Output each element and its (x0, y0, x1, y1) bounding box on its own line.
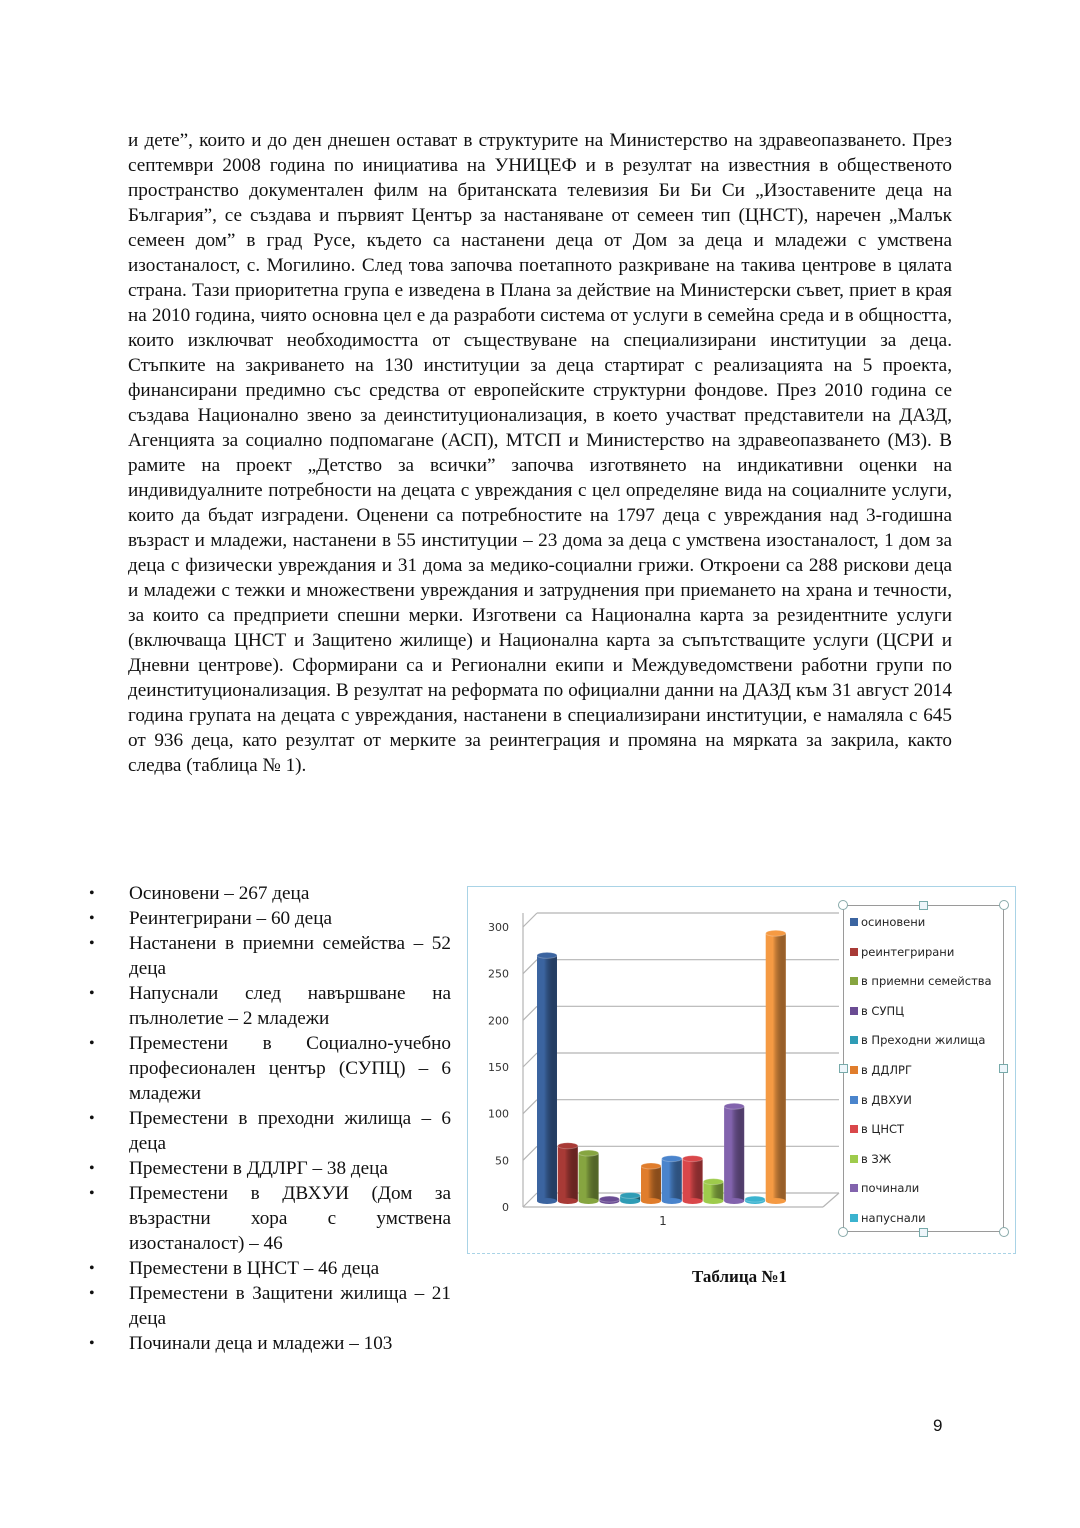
legend-item[interactable] (850, 945, 954, 959)
legend-resize-handle[interactable] (838, 1227, 848, 1237)
chart-bar (662, 1156, 682, 1204)
legend-resize-handle[interactable] (999, 900, 1009, 910)
y-axis (488, 921, 509, 1214)
legend-item[interactable] (850, 1004, 904, 1018)
bullet-icon: • (89, 910, 95, 927)
list-item: • Преместени в Социално-учебно професионален център (СУПЦ) – 6 младежи (89, 1033, 451, 1104)
legend-item[interactable] (850, 1033, 985, 1047)
legend-item[interactable] (850, 1063, 912, 1077)
chart-bars (537, 930, 786, 1204)
chart-bar (620, 1192, 640, 1204)
legend-label: напуснали (861, 1211, 926, 1225)
legend-swatch-icon (850, 1007, 858, 1015)
svg-text:150: 150 (488, 1061, 509, 1074)
legend-item[interactable] (850, 1181, 919, 1195)
bullet-icon: • (89, 1260, 95, 1277)
legend-resize-handle[interactable] (919, 901, 928, 910)
list-item: • Починали деца и младежи – 103 (89, 1333, 393, 1354)
legend-item[interactable] (850, 974, 992, 988)
legend-resize-handle[interactable] (999, 1227, 1009, 1237)
legend-label: в ЗЖ (861, 1151, 892, 1166)
svg-text:200: 200 (488, 1014, 509, 1028)
chart-bar (558, 1143, 578, 1204)
list-item: • Преместени в ДВХУИ (Дом за възрастни хора с умствена изостаналост) – 46 (89, 1183, 451, 1254)
list-item: • Настанени в приемни семейства – 52 деца (89, 933, 451, 979)
legend-label: в ЦНСТ (861, 1122, 905, 1137)
bullet-icon: • (89, 1110, 95, 1127)
page-number: 9 (933, 1416, 943, 1435)
legend-resize-handle[interactable] (838, 900, 848, 910)
chart-bar (537, 952, 557, 1204)
legend-swatch-icon (850, 918, 858, 926)
table-caption: Таблица №1 (692, 1267, 787, 1286)
legend-label: реинтегрирани (861, 944, 955, 959)
svg-text:300: 300 (488, 921, 509, 934)
chart-bar (641, 1163, 661, 1204)
body-paragraph: и дете”, които и до ден днешен остават в структурите на Министерство на здравеопазването. През септември 2008 година по инициатива на УНИЦЕФ и в резултат на известния в общественото пространство документален филм на британската телевизия Би Би Си „Изоставените деца на България”, се създава и първият Център за настаняване от семеен тип (ЦНСТ), наречен „Малък семеен дом” в град Русе, където са настанени деца от Дом за деца и младежи с умствена изостаналост, с. Могилино. След това започва поетапното разкриване на такива центрове в цялата страна. Тази приоритетна група е изведена в Плана за действие на Министерски съвет, приет в края на 2010 година, чиято основна цел е да разработи система от услуги в семейна среда и в общността, които изключват необходимостта от съществуване на специализирани институции за деца. Стъпките на закриването на 130 институции за деца стартират с реализацията на 5 проекта, финансирани предимно със средства от европейските структурни фондове. През 2010 година се създава Национално звено за деинституционализация, в което участват представители на ДАЗД, Агенцията за социално подпомагане (АСП), МТСП и Министерство на здравеопазването (МЗ). В рамите на проект „Детство за всички” започва изготвянето на индикативни оценки на индивидуалните потребности на децата с увреждания с цел определяне вида на социалните услуги, които да бъдат изградени. Оценени са потребностите на 1797 деца с увреждания над 3-годишна възраст и младежи, настанени в 55 институции – 23 дома за деца с умствена изостаналост, 1 дом за деца с физически увреждания и 31 дома за медико-социални грижи. Откроени са 288 рискови деца и младежи с тежки и множествени увреждания и затруднения при приемането на храна и течности, за които са предприети спешни мерки. Изготвени са Национална карта за резидентните услуги (включваща ЦНСТ и Защитено жилище) и Национална карта за съпътстващите услуги (ЦСРИ и Дневни центрове). Сформирани са и Регионални екипи и Междуведомствени работни групи по деинституционализация. В резултат на реформата по официални данни на ДАЗД към 31 август 2014 година групата на децата с увреждания, настанени в специализирани институции, е намаляла с 645 от 936 деца, като резултат от мерките за реинтеграция и промяна на мярката за закрила, както следва (таблица № 1). (128, 130, 952, 776)
bullet-icon: • (89, 885, 95, 902)
legend-swatch-icon (850, 977, 858, 985)
svg-text:250: 250 (488, 967, 509, 981)
legend-swatch-icon (850, 1066, 858, 1074)
list-item: • Преместени в ДДЛРГ – 38 деца (89, 1158, 388, 1179)
list-item: • Осиновени – 267 деца (89, 883, 310, 904)
svg-text:0: 0 (502, 1201, 509, 1214)
legend-label: в ДВХУИ (861, 1092, 912, 1107)
bullet-icon: • (89, 1285, 95, 1302)
x-axis-category-label: 1 (659, 1214, 667, 1228)
svg-text:50: 50 (495, 1154, 509, 1168)
legend-swatch-icon (850, 1096, 858, 1104)
bar-chart-3d[interactable] (467, 886, 847, 1254)
legend-resize-handle[interactable] (839, 1064, 848, 1073)
outcomes-bullet-list (86, 881, 451, 1356)
chart-bar (703, 1179, 723, 1204)
legend-item[interactable] (850, 1152, 891, 1166)
list-item: • Преместени в преходни жилища – 6 деца (89, 1108, 451, 1154)
legend-swatch-icon (850, 1155, 858, 1163)
legend-swatch-icon (850, 1036, 858, 1044)
legend-item[interactable] (850, 1093, 912, 1107)
legend-swatch-icon (850, 1214, 858, 1222)
legend-swatch-icon (850, 948, 858, 956)
legend-item[interactable] (850, 915, 925, 929)
chart-bar (745, 1196, 765, 1204)
list-item: • Реинтегрирани – 60 деца (89, 908, 332, 929)
svg-text:100: 100 (488, 1107, 509, 1121)
legend-label: починали (861, 1181, 920, 1196)
bullet-icon: • (89, 1160, 95, 1177)
legend-label: осиновени (861, 915, 926, 929)
chart-legend[interactable] (843, 905, 1004, 1232)
legend-label: в Преходни жилища (861, 1033, 986, 1048)
list-item: • Преместени в ЦНСТ – 46 деца (89, 1258, 380, 1279)
legend-item[interactable] (850, 1122, 904, 1136)
legend-swatch-icon (850, 1125, 858, 1133)
bullet-icon: • (89, 1035, 95, 1052)
legend-resize-handle[interactable] (919, 1228, 928, 1237)
legend-swatch-icon (850, 1184, 858, 1192)
chart-bar (766, 930, 786, 1204)
legend-label: в ДДЛРГ (861, 1063, 912, 1077)
bullet-icon: • (89, 1185, 95, 1202)
list-item: • Напуснали след навършване на пълнолетие – 2 младежи (89, 983, 451, 1029)
legend-item[interactable] (850, 1211, 926, 1225)
chart-bar (724, 1103, 744, 1204)
bullet-icon: • (89, 985, 95, 1002)
chart-bar (683, 1156, 703, 1204)
chart-bar (599, 1196, 619, 1204)
chart-bar (579, 1150, 599, 1204)
legend-resize-handle[interactable] (999, 1064, 1008, 1073)
bullet-icon: • (89, 935, 95, 952)
legend-label: в приемни семейства (861, 974, 992, 989)
list-item: • Преместени в Защитени жилища – 21 деца (89, 1283, 451, 1329)
bullet-icon: • (89, 1335, 95, 1352)
legend-label: в СУПЦ (861, 1003, 905, 1018)
